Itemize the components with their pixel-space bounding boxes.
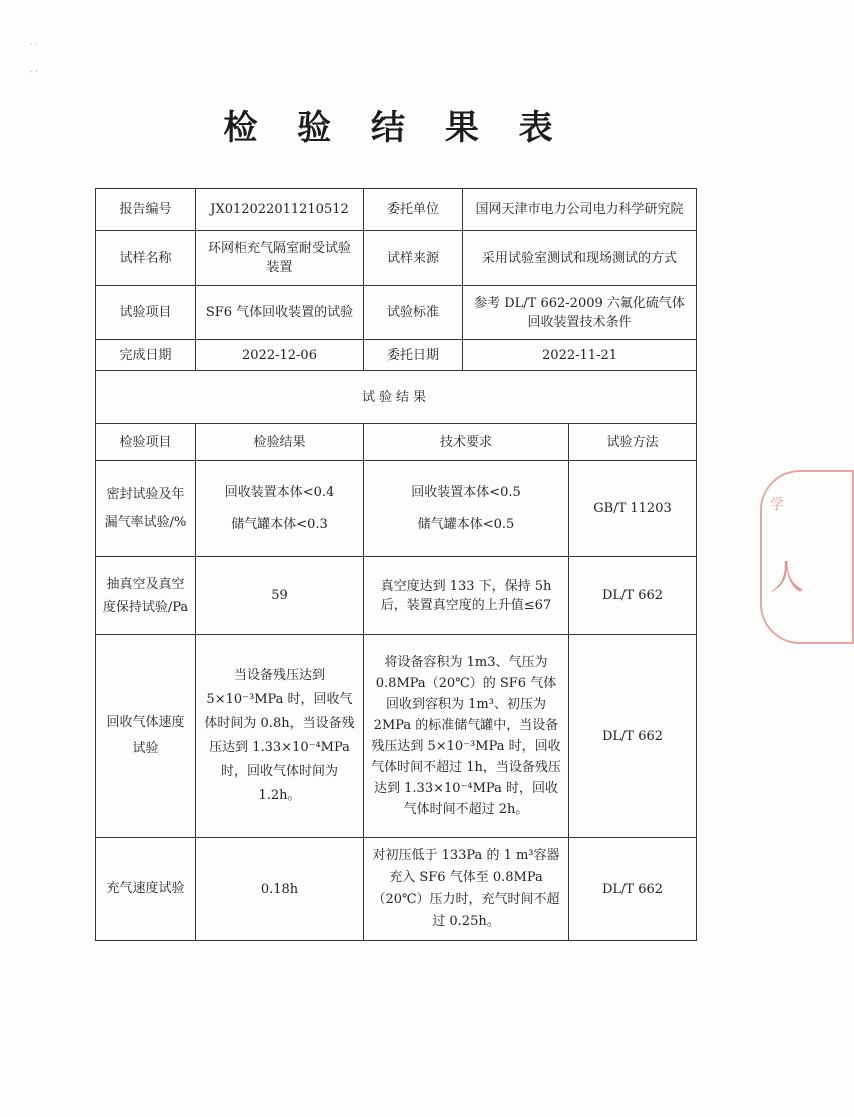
table-row bbox=[96, 557, 697, 635]
requirement-line: 储气罐本体<0.5 bbox=[417, 516, 515, 532]
section-title: 试验结果 bbox=[96, 371, 697, 424]
row-requirement: 对初压低于 133Pa 的 1 m³容器充入 SF6 气体至 0.8MPa（20℃）压力时，充气时间不超过 0.25h。 bbox=[364, 838, 569, 941]
row-method: DL/T 662 bbox=[569, 557, 697, 635]
report-no-value: JX012022011210512 bbox=[196, 189, 364, 231]
row-item: 抽真空及真空度保持试验/Pa bbox=[96, 557, 196, 635]
row-method: GB/T 11203 bbox=[569, 461, 697, 557]
scan-specks: · · - · bbox=[30, 40, 38, 76]
info-row bbox=[96, 189, 697, 231]
results-header-row bbox=[96, 424, 697, 461]
row-result: 0.18h bbox=[196, 838, 364, 941]
column-header: 检验结果 bbox=[196, 424, 364, 461]
row-item: 充气速度试验 bbox=[96, 838, 196, 941]
table-row bbox=[96, 838, 697, 941]
seal-char: 学 bbox=[770, 497, 784, 513]
column-header: 技术要求 bbox=[364, 424, 569, 461]
result-sheet bbox=[95, 188, 697, 941]
row-requirement: 将设备容积为 1m3、气压为 0.8MPa（20℃）的 SF6 气体回收到容积为 1m³、初压为 2MPa 的标准储气罐中，当设备残压达到 5×10⁻³MPa 时，回收气体时间不超过 1h，当设备残压达到 1.33×10⁻⁴MPa 时，回收气体时间不超过 2h。 bbox=[364, 635, 569, 838]
row-method: DL/T 662 bbox=[569, 635, 697, 838]
column-header: 试验方法 bbox=[569, 424, 697, 461]
row-result bbox=[196, 461, 364, 557]
sample-name-value: 环网柜充气隔室耐受试验装置 bbox=[196, 231, 364, 286]
row-result: 当设备残压达到 5×10⁻³MPa 时，回收气体时间为 0.8h，当设备残压达到 1.33×10⁻⁴MPa 时，回收气体时间为 1.2h。 bbox=[196, 635, 364, 838]
row-item: 密封试验及年漏气率试验/% bbox=[96, 461, 196, 557]
row-item: 回收气体速度试验 bbox=[96, 635, 196, 838]
row-result: 59 bbox=[196, 557, 364, 635]
report-no-label: 报告编号 bbox=[96, 189, 196, 231]
entrust-date-label: 委托日期 bbox=[364, 340, 463, 371]
info-row bbox=[96, 286, 697, 340]
test-item-value: SF6 气体回收装置的试验 bbox=[196, 286, 364, 340]
sample-source-value: 采用试验室测试和现场测试的方式 bbox=[463, 231, 697, 286]
completion-date-label: 完成日期 bbox=[96, 340, 196, 371]
info-row bbox=[96, 340, 697, 371]
completion-date-value: 2022-12-06 bbox=[196, 340, 364, 371]
page-title: 检 验 结 果 表 bbox=[223, 108, 567, 148]
sample-source-label: 试样来源 bbox=[364, 231, 463, 286]
seal-char: 人 bbox=[770, 558, 804, 598]
info-row bbox=[96, 231, 697, 286]
sample-name-label: 试样名称 bbox=[96, 231, 196, 286]
row-method: DL/T 662 bbox=[569, 838, 697, 941]
requirement-line: 回收装置本体<0.5 bbox=[411, 484, 521, 500]
standard-label: 试验标准 bbox=[364, 286, 463, 340]
section-row bbox=[96, 371, 697, 424]
column-header: 检验项目 bbox=[96, 424, 196, 461]
result-line: 回收装置本体<0.4 bbox=[224, 484, 335, 500]
standard-value: 参考 DL/T 662-2009 六氟化硫气体回收装置技术条件 bbox=[463, 286, 697, 340]
entrust-date-value: 2022-11-21 bbox=[463, 340, 697, 371]
table-row bbox=[96, 461, 697, 557]
row-requirement: 真空度达到 133 下，保持 5h 后，装置真空度的上升值≤67 bbox=[364, 557, 569, 635]
row-requirement bbox=[364, 461, 569, 557]
table-row bbox=[96, 635, 697, 838]
seal-stamp bbox=[760, 470, 854, 644]
client-label: 委托单位 bbox=[364, 189, 463, 231]
result-line: 储气罐本体<0.3 bbox=[231, 516, 328, 532]
test-item-label: 试验项目 bbox=[96, 286, 196, 340]
client-value: 国网天津市电力公司电力科学研究院 bbox=[463, 189, 697, 231]
